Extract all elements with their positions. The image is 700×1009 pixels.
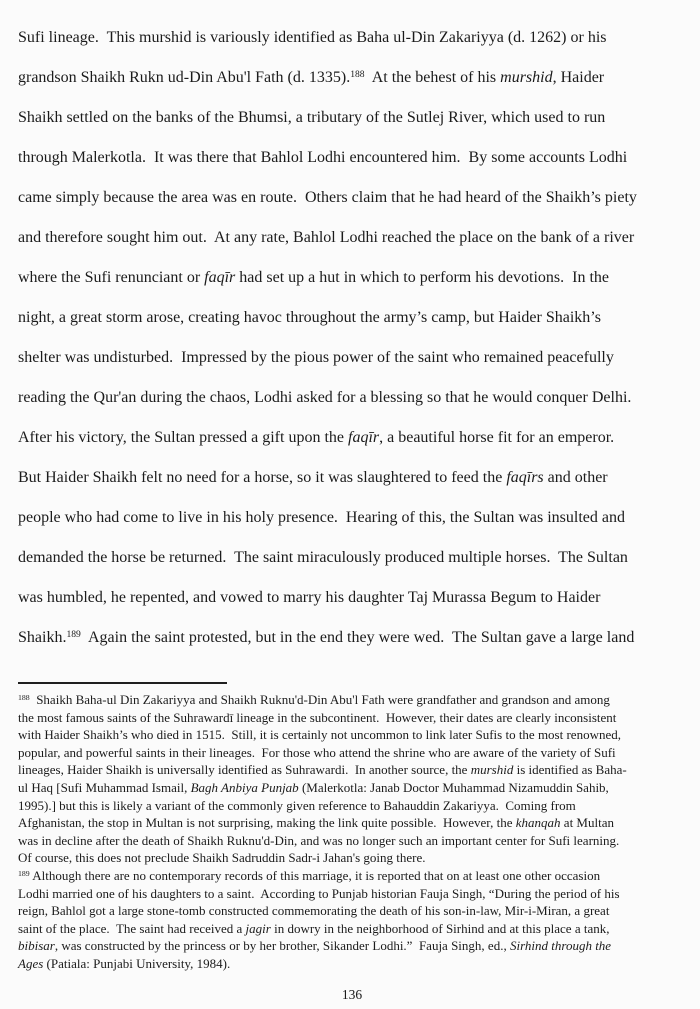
text-segment: reading the Qur'an during the chaos, Lodhi asked for a blessing so that he would conquer Delhi. (18, 389, 632, 406)
footnote-189 (18, 867, 686, 973)
footnote-line (18, 814, 686, 832)
text-segment: , was constructed by the princess or by her brother, Sikander Lodhi.” Fauja Singh, ed., (54, 938, 510, 954)
italic-term: Sirhind through the (509, 938, 612, 954)
footnote-line (18, 779, 686, 797)
text-segment: Shaikh settled on the banks of the Bhumsi, a tributary of the Sutlej River, which used to run (18, 109, 606, 126)
footnote-line (18, 709, 686, 727)
text-segment: (Malerkotla: Janab Doctor Muhammad Nizamuddin Sahib, (298, 779, 609, 795)
text-segment: and therefore sought him out. At any rate, Bahlol Lodhi reached the place on the bank of a river (18, 229, 635, 246)
body-line (18, 458, 686, 498)
text-segment: At the behest of his (364, 69, 501, 86)
footnote-line (18, 832, 686, 850)
text-segment: the most famous saints of the Suhrawardī lineage in the subcontinent. However, their dates are clearly inconsistent (18, 709, 617, 725)
body-line (18, 138, 686, 178)
footnote-reference: 188 (350, 69, 365, 81)
text-segment: Afghanistan, the stop in Multan is not surprising, making the link quite possible. However, the (18, 815, 516, 831)
text-segment: lineages, Haider Shaikh is universally identified as Suhrawardi. In another source, the (18, 762, 471, 778)
body-line (18, 578, 686, 618)
text-segment: was humbled, he repented, and vowed to marry his daughter Taj Murassa Begum to Haider (18, 589, 601, 606)
body-line (18, 218, 686, 258)
italic-term: khanqah (515, 815, 561, 831)
text-segment: at Multan (560, 815, 614, 831)
footnote-line (18, 726, 686, 744)
footnote-reference: 188 (18, 693, 30, 703)
footnote-line (18, 849, 686, 867)
text-segment: Of course, this does not preclude Shaikh Sadruddin Sadr-i Jahan's going there. (18, 850, 426, 866)
text-segment: Again the saint protested, but in the end they were wed. The Sultan gave a large land (80, 629, 635, 646)
body-line (18, 258, 686, 298)
text-segment: in dowry in the neighborhood of Sirhind and at this place a tank, (270, 920, 610, 936)
body-line (18, 338, 686, 378)
body-line (18, 538, 686, 578)
text-segment: shelter was undisturbed. Impressed by the pious power of the saint who remained peacefully (18, 349, 614, 366)
text-segment: and other (543, 469, 608, 486)
italic-term: jagir (245, 920, 271, 936)
body-line (18, 18, 686, 58)
footnote-line (18, 955, 686, 973)
text-segment: (Patiala: Punjabi University, 1984). (43, 955, 231, 971)
text-segment: saint of the place. The saint had received a (18, 920, 246, 936)
footnote-reference: 189 (66, 629, 81, 641)
footnote-line (18, 797, 686, 815)
footnote-line (18, 691, 686, 709)
italic-term: Bagh Anbiya Punjab (190, 779, 299, 795)
text-segment: But Haider Shaikh felt no need for a horse, so it was slaughtered to feed the (18, 469, 507, 486)
text-segment: ul Haq [Sufi Muhammad Ismail, (18, 779, 191, 795)
body-line (18, 58, 686, 98)
italic-term: Ages (18, 955, 44, 971)
text-segment: popular, and powerful saints in their lineages. For those who attend the shrine who are aware of the variety of Sufi (18, 744, 616, 760)
text-segment: , a beautiful horse fit for an emperor. (379, 429, 615, 446)
text-segment: , Haider (552, 69, 605, 86)
text-segment: Lodhi married one of his daughters to a saint. According to Punjab historian Fauja Singh, “During the period of his (18, 885, 620, 901)
italic-term: murshid (500, 69, 553, 86)
text-segment: people who had come to live in his holy presence. Hearing of this, the Sultan was insulted and (18, 509, 625, 526)
body-line (18, 418, 686, 458)
footnote-line (18, 761, 686, 779)
footnote-line (18, 744, 686, 762)
body-line (18, 618, 686, 658)
text-segment: had set up a hut in which to perform his devotions. In the (235, 269, 609, 286)
italic-term: faqīr (204, 269, 236, 286)
footnote-188 (18, 691, 686, 867)
text-segment: Shaikh Baha-ul Din Zakariyya and Shaikh Ruknu'd-Din Abu'l Fath were grandfather and grandson and among (29, 692, 610, 707)
footnote-line (18, 885, 686, 903)
italic-term: faqīrs (506, 469, 544, 486)
text-segment: where the Sufi renunciant or (18, 269, 205, 286)
text-segment: 1995).] but this is likely a variant of the commonly given reference to Bahauddin Zakariyya. Coming from (18, 797, 576, 813)
text-segment: was in decline after the death of Shaikh Ruknu'd-Din, and was no longer such an important center for Sufi learning. (18, 832, 620, 848)
footnote-line (18, 902, 686, 920)
text-segment: reign, Bahlol got a large stone-tomb constructed commemorating the death of his son-in-law, Mir-i-Miran, a great (18, 903, 610, 919)
text-segment: Shaikh. (18, 629, 67, 646)
text-segment: After his victory, the Sultan pressed a gift upon the (18, 429, 348, 446)
body-line (18, 378, 686, 418)
footnote-line (18, 937, 686, 955)
text-segment: through Malerkotla. It was there that Bahlol Lodhi encountered him. By some accounts Lodhi (18, 149, 628, 166)
text-segment: with Haider Shaikh’s who died in 1515. Still, it is certainly not uncommon to link later Sufis to the most renowned, (18, 727, 621, 743)
body-line (18, 178, 686, 218)
page-number: 136 (341, 986, 363, 1002)
footnotes-section (18, 691, 686, 973)
italic-term: murshid (470, 762, 514, 778)
text-segment: came simply because the area was en route. Others claim that he had heard of the Shaikh’s piety (18, 189, 637, 206)
main-text (18, 18, 686, 658)
body-line (18, 498, 686, 538)
text-segment: night, a great storm arose, creating havoc throughout the army’s camp, but Haider Shaikh’s (18, 309, 601, 326)
body-line (18, 298, 686, 338)
text-segment: Sufi lineage. This murshid is variously identified as Baha ul-Din Zakariyya (d. 1262) or his (18, 29, 607, 46)
text-segment: grandson Shaikh Rukn ud-Din Abu'l Fath (d. 1335). (18, 69, 351, 86)
body-line (18, 98, 686, 138)
italic-term: faqīr (348, 429, 380, 446)
italic-term: bibisar (18, 938, 55, 954)
footnote-line (18, 920, 686, 938)
footnote-line (18, 867, 686, 885)
text-segment: Although there are no contemporary records of this marriage, it is reported that on at least one other occasion (29, 867, 601, 883)
footnote-separator (18, 682, 227, 684)
footnote-reference: 189 (18, 869, 30, 879)
text-segment: is identified as Baha- (513, 762, 627, 778)
text-segment: demanded the horse be returned. The saint miraculously produced multiple horses. The Sultan (18, 549, 628, 566)
